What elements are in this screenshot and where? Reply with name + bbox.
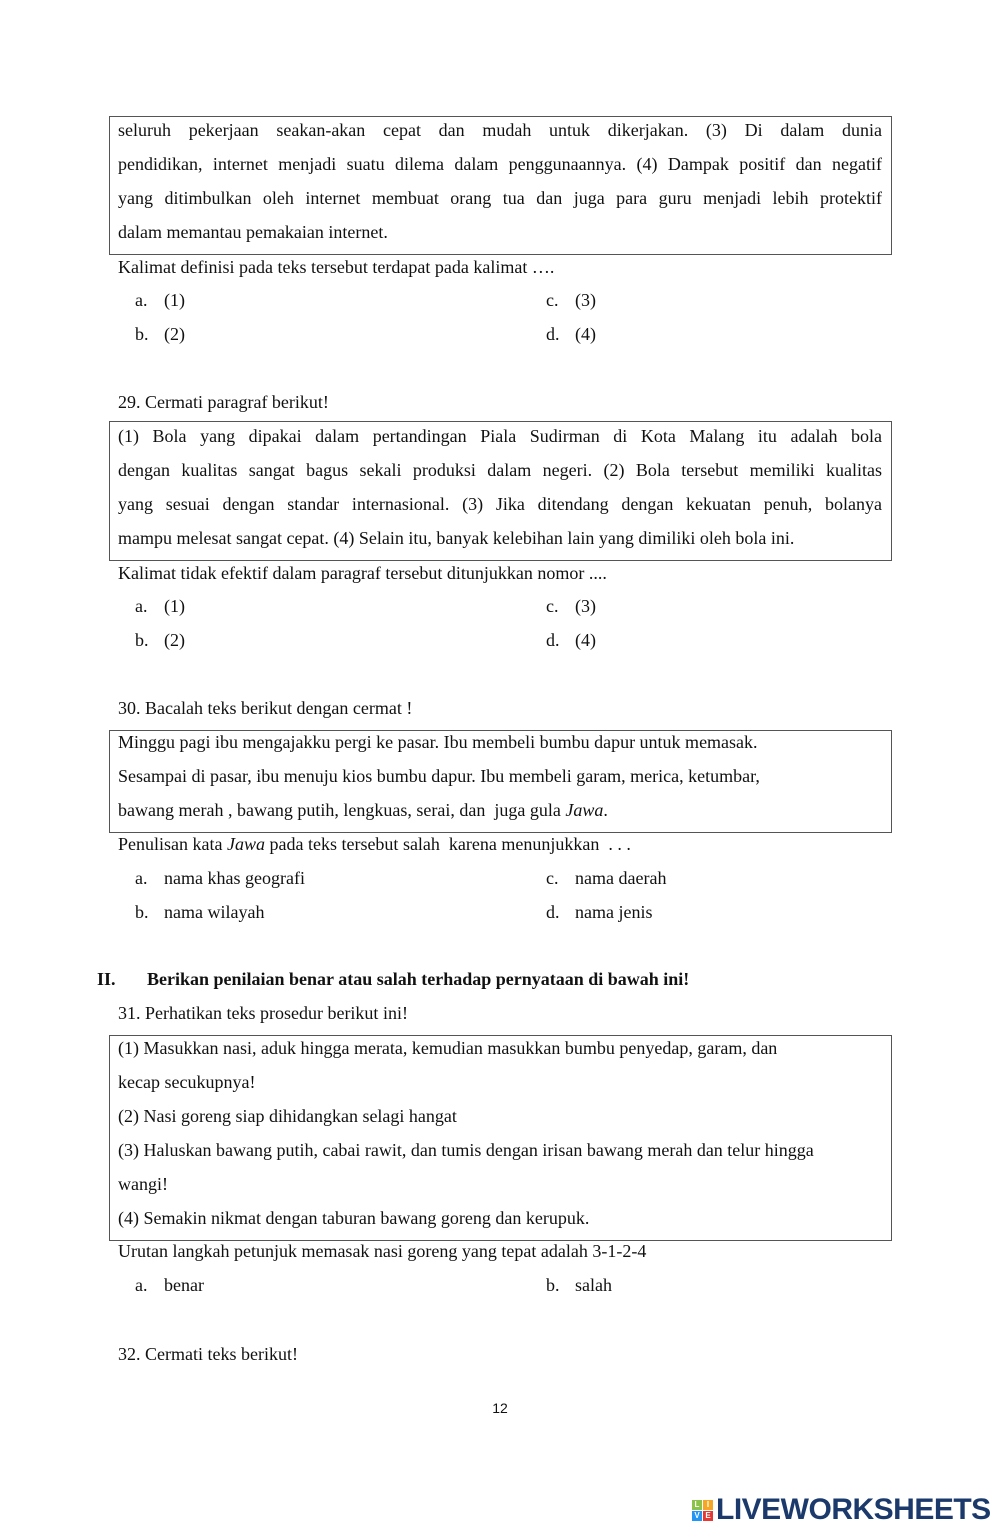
q28-option-d[interactable] (546, 323, 596, 345)
logo-text: LIVEWORKSHEETS (716, 1493, 991, 1526)
section-number: II. (97, 969, 116, 989)
option-letter: d. (546, 630, 560, 650)
passage-end: . (603, 800, 608, 820)
live-cube-icon: L I V E (692, 1500, 713, 1521)
option-letter: c. (546, 290, 559, 310)
q31-question: Urutan langkah petunjuk memasak nasi goreng yang tepat adalah 3-1-2-4 (118, 1241, 647, 1261)
option-letter: a. (135, 1275, 148, 1295)
q30-option-b[interactable] (135, 901, 264, 923)
section-heading (97, 968, 689, 990)
q29-passage-line: dengan kualitas sangat bagus sekali produksi dalam negeri. (2) Bola tersebut memiliki kualitas (118, 460, 882, 480)
q28-question: Kalimat definisi pada teks tersebut terdapat pada kalimat …. (118, 257, 555, 277)
q31-passage-line: (3) Haluskan bawang putih, cabai rawit, dan tumis dengan irisan bawang merah dan telur hingga (118, 1140, 814, 1160)
q28-passage-line: seluruh pekerjaan seakan-akan cepat dan mudah untuk dikerjakan. (3) Di dalam dunia (118, 120, 882, 140)
option-text: (3) (575, 596, 596, 616)
q29-option-a[interactable] (135, 595, 185, 617)
q31-passage-line: kecap secukupnya! (118, 1072, 256, 1092)
q31-passage-line: (4) Semakin nikmat dengan taburan bawang goreng dan kerupuk. (118, 1208, 590, 1228)
option-text: nama jenis (575, 902, 653, 922)
option-letter: b. (135, 630, 149, 650)
option-text: nama khas geografi (164, 868, 305, 888)
q31-option-b[interactable] (546, 1274, 612, 1296)
option-text: (1) (164, 290, 185, 310)
q29-option-c[interactable] (546, 595, 596, 617)
q31-passage-line: wangi! (118, 1174, 168, 1194)
option-letter: d. (546, 324, 560, 344)
q28-option-c[interactable] (546, 289, 596, 311)
question-italic: Jawa (226, 834, 265, 854)
q28-passage-line: yang ditimbulkan oleh internet membuat orang tua dan juga para guru menjadi lebih protektif (118, 188, 882, 208)
q28-option-b[interactable] (135, 323, 185, 345)
option-letter: b. (135, 324, 149, 344)
liveworksheets-logo (692, 1493, 991, 1527)
option-text: benar (164, 1275, 204, 1295)
option-letter: d. (546, 902, 560, 922)
q30-passage-line: Sesampai di pasar, ibu menuju kios bumbu dapur. Ibu membeli garam, merica, ketumbar, (118, 766, 760, 786)
option-text: (3) (575, 290, 596, 310)
q30-question (118, 833, 631, 855)
q32-title: 32. Cermati teks berikut! (118, 1344, 298, 1364)
question-text: pada teks tersebut salah karena menunjukkan . . . (264, 834, 631, 854)
q31-option-a[interactable] (135, 1274, 204, 1296)
option-text: salah (575, 1275, 612, 1295)
option-text: (2) (164, 630, 185, 650)
q29-passage-line: yang sesuai dengan standar internasional. (3) Jika ditendang dengan kekuatan penuh, bolanya (118, 494, 882, 514)
section-title: Berikan penilaian benar atau salah terhadap pernyataan di bawah ini! (147, 969, 690, 989)
q30-passage-line: Minggu pagi ibu mengajakku pergi ke pasar. Ibu membeli bumbu dapur untuk memasak. (118, 732, 758, 752)
option-text: nama daerah (575, 868, 667, 888)
q29-title: 29. Cermati paragraf berikut! (118, 392, 329, 412)
q28-passage-line: dalam memantau pemakaian internet. (118, 222, 388, 242)
option-letter: b. (546, 1275, 560, 1295)
option-text: (2) (164, 324, 185, 344)
q28-option-a[interactable] (135, 289, 185, 311)
q31-passage-line: (1) Masukkan nasi, aduk hingga merata, kemudian masukkan bumbu penyedap, garam, dan (118, 1038, 778, 1058)
option-letter: a. (135, 290, 148, 310)
q29-passage-line: (1) Bola yang dipakai dalam pertandingan Piala Sudirman di Kota Malang itu adalah bola (118, 426, 882, 446)
q29-option-b[interactable] (135, 629, 185, 651)
q30-option-d[interactable] (546, 901, 652, 923)
passage-text: bawang merah , bawang putih, lengkuas, serai, dan juga gula (118, 800, 566, 820)
option-letter: b. (135, 902, 149, 922)
q29-option-d[interactable] (546, 629, 596, 651)
q29-passage-line: mampu melesat sangat cepat. (4) Selain itu, banyak kelebihan lain yang dimiliki oleh bola ini. (118, 528, 795, 548)
option-text: (4) (575, 630, 596, 650)
option-letter: a. (135, 596, 148, 616)
q30-option-a[interactable] (135, 867, 305, 889)
q30-passage-line (118, 799, 608, 821)
q28-passage-line: pendidikan, internet menjadi suatu dilema dalam penggunaannya. (4) Dampak positif dan negatif (118, 154, 882, 174)
option-text: (4) (575, 324, 596, 344)
page-number: 12 (492, 1400, 508, 1416)
option-letter: c. (546, 868, 559, 888)
q29-question: Kalimat tidak efektif dalam paragraf tersebut ditunjukkan nomor .... (118, 563, 607, 583)
q31-title: 31. Perhatikan teks prosedur berikut ini! (118, 1003, 408, 1023)
passage-italic: Jawa (565, 800, 604, 820)
q30-title: 30. Bacalah teks berikut dengan cermat ! (118, 698, 413, 718)
option-text: (1) (164, 596, 185, 616)
option-text: nama wilayah (164, 902, 265, 922)
question-text: Penulisan kata (118, 834, 227, 854)
q31-passage-line: (2) Nasi goreng siap dihidangkan selagi hangat (118, 1106, 457, 1126)
option-letter: a. (135, 868, 148, 888)
option-letter: c. (546, 596, 559, 616)
q30-option-c[interactable] (546, 867, 666, 889)
